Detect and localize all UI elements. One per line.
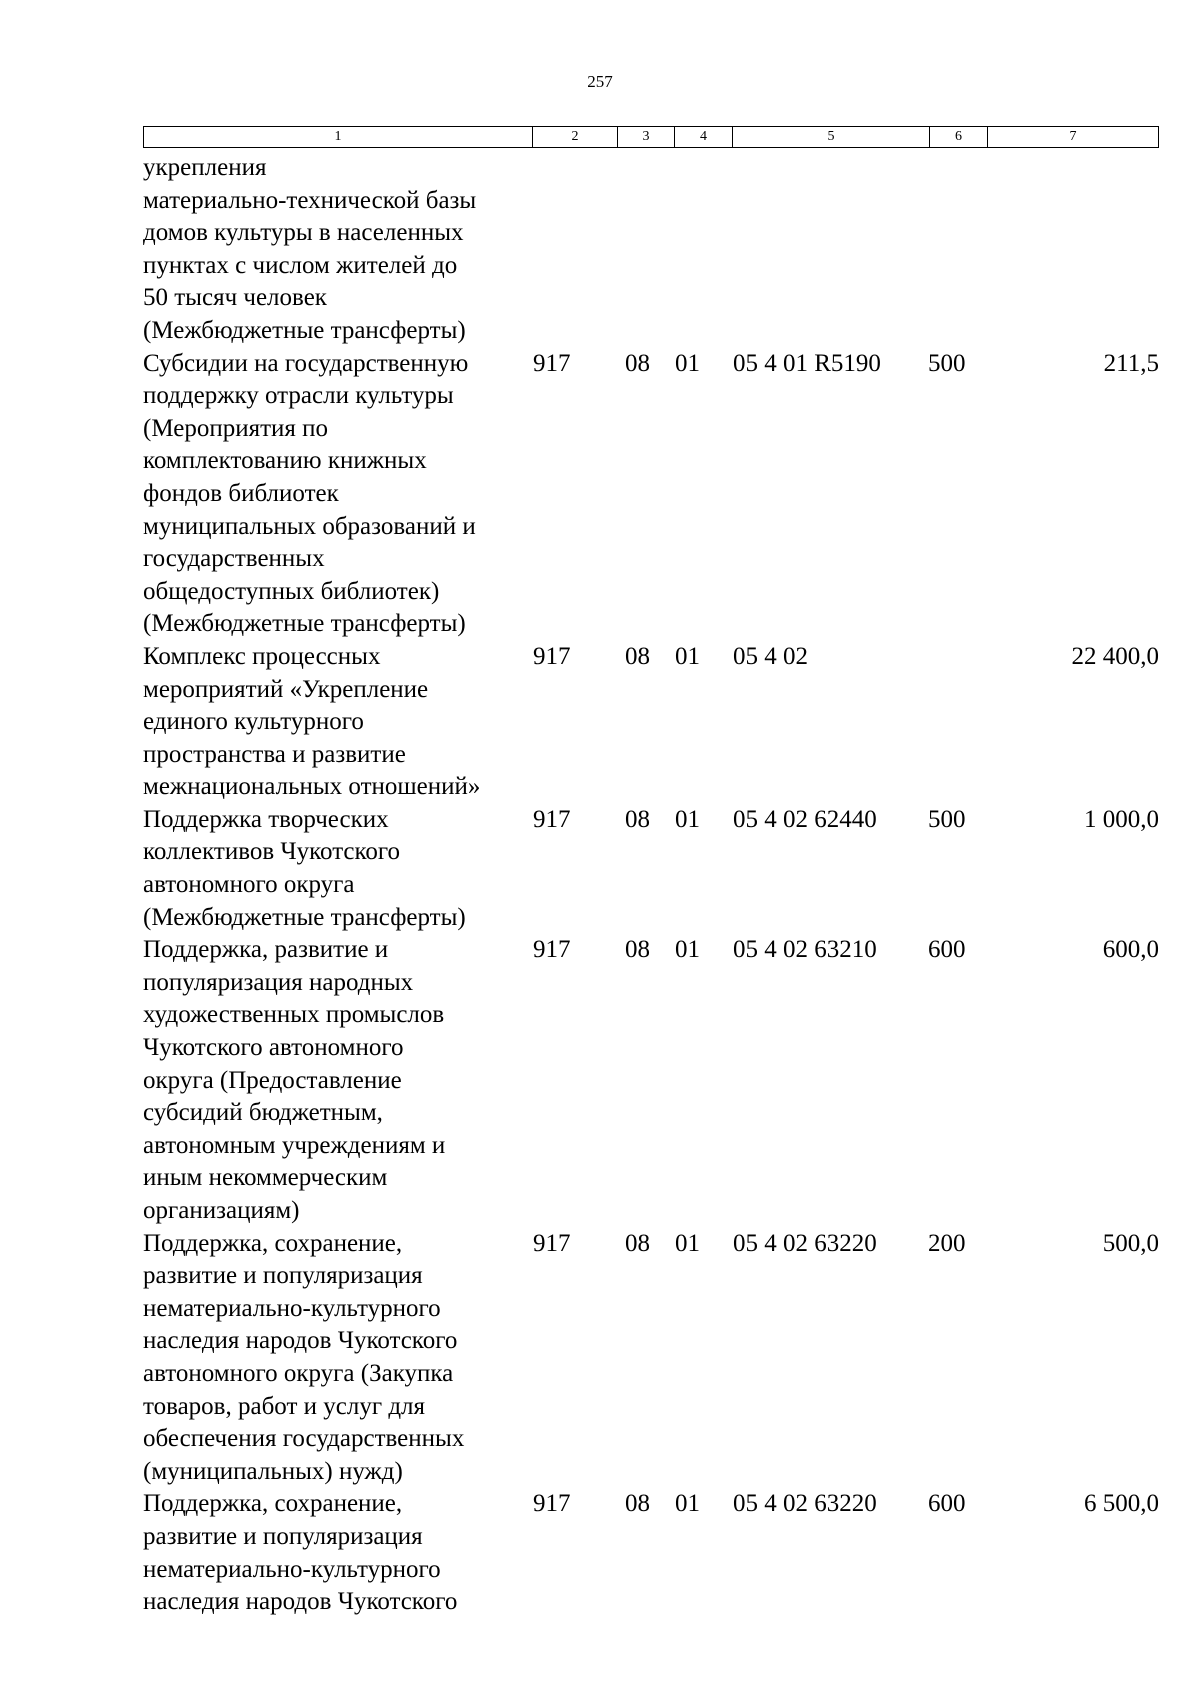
description-line: организациям) (143, 1197, 300, 1224)
description-line: пространства и развитие (143, 740, 406, 768)
column-header-1: 1 (334, 129, 342, 144)
column-header-2: 2 (532, 127, 617, 147)
ministry-code: 917 (533, 805, 571, 833)
table-row (143, 934, 1159, 1227)
amount-value: 500,0 (1102, 1229, 1159, 1257)
subsection-code (673, 152, 731, 348)
description-line: мероприятий «Укрепление (143, 675, 429, 703)
description-line: наследия народов Чукотского (143, 1588, 458, 1616)
row-description (143, 641, 531, 804)
target-article-code: 05 4 02 63210 (733, 936, 877, 964)
table-row (143, 348, 1159, 641)
description-line: (Межбюджетные трансферты) (143, 610, 466, 638)
subsection-code: 01 (675, 1229, 700, 1257)
expense-type-code (928, 152, 986, 348)
description-line: Чукотского автономного (143, 1034, 404, 1062)
expense-type-code: 500 (928, 805, 966, 833)
target-article-code: 05 4 01 R5190 (733, 349, 881, 377)
description-line: коллективов Чукотского (143, 838, 401, 866)
page-number: 257 (587, 72, 613, 91)
expense-type-code (928, 641, 986, 804)
row-description (143, 348, 531, 641)
description-line: (Межбюджетные трансферты) (143, 903, 466, 931)
amount-value (986, 152, 1159, 348)
row-description (143, 1488, 531, 1618)
section-code: 08 (625, 349, 650, 377)
expense-type-code: 500 (928, 349, 966, 377)
ministry-code (531, 152, 616, 348)
table-row (143, 1228, 1159, 1489)
description-line: единого культурного (143, 708, 364, 736)
target-article-code: 05 4 02 (733, 642, 808, 670)
amount-value: 6 500,0 (1084, 1490, 1159, 1518)
amount-value: 600,0 (1102, 936, 1159, 964)
description-line: нематериально-культурного (143, 1294, 441, 1322)
column-header-6: 6 (929, 127, 987, 147)
description-line: развитие и популяризация (143, 1262, 423, 1290)
description-line: укрепления (143, 154, 267, 181)
section-code: 08 (625, 642, 650, 670)
description-line: наследия народов Чукотского (143, 1327, 458, 1355)
description-line: Субсидии на государственную (143, 349, 469, 377)
target-article-code: 05 4 02 63220 (733, 1229, 877, 1257)
description-line: межнациональных отношений» (143, 773, 481, 801)
table-row (143, 1488, 1159, 1618)
subsection-code: 01 (675, 642, 700, 670)
description-line: пунктах с числом жителей до (143, 251, 458, 279)
description-line: Поддержка, развитие и (143, 936, 389, 964)
ministry-code: 917 (533, 642, 571, 670)
subsection-code: 01 (675, 936, 700, 964)
row-description (143, 934, 531, 1227)
ministry-code: 917 (533, 349, 571, 377)
amount-value: 1 000,0 (1084, 805, 1159, 833)
description-line: обеспечения государственных (143, 1425, 465, 1453)
description-line: 50 тысяч человек (143, 284, 327, 312)
description-line: муниципальных образований и (143, 512, 476, 540)
expense-type-code: 600 (928, 1490, 966, 1518)
row-description (143, 1228, 531, 1489)
column-header-7: 7 (987, 127, 1158, 147)
row-description (143, 804, 531, 934)
section-code (616, 152, 673, 348)
expense-type-code: 200 (928, 1229, 966, 1257)
target-article-code: 05 4 02 62440 (733, 805, 877, 833)
section-code: 08 (625, 936, 650, 964)
amount-value: 22 400,0 (1071, 642, 1159, 670)
column-header-5: 5 (732, 127, 929, 147)
ministry-code: 917 (533, 1490, 571, 1518)
description-line: автономным учреждениям и (143, 1131, 446, 1159)
section-code: 08 (625, 805, 650, 833)
subsection-code: 01 (675, 805, 700, 833)
description-line: нематериально-культурного (143, 1555, 441, 1583)
target-article-code (731, 152, 928, 348)
description-line: Поддержка творческих (143, 805, 389, 833)
description-line: общедоступных библиотек) (143, 577, 440, 605)
section-code: 08 (625, 1490, 650, 1518)
description-line: автономного округа (143, 871, 355, 899)
description-line: домов культуры в населенных (143, 219, 464, 247)
description-line: Поддержка, сохранение, (143, 1490, 403, 1518)
expense-type-code: 600 (928, 936, 966, 964)
budget-table-body (143, 152, 1159, 1619)
section-code: 08 (625, 1229, 650, 1257)
ministry-code: 917 (533, 1229, 571, 1257)
description-line: государственных (143, 545, 325, 573)
amount-value: 211,5 (1103, 349, 1159, 377)
ministry-code: 917 (533, 936, 571, 964)
description-line: художественных промыслов (143, 1001, 445, 1029)
table-row (143, 804, 1159, 934)
description-line: (Мероприятия по (143, 414, 329, 442)
column-header-row (143, 126, 1159, 148)
description-line: (муниципальных) нужд) (143, 1457, 403, 1485)
row-description (143, 152, 531, 348)
description-line: субсидий бюджетным, (143, 1099, 383, 1127)
description-line: Поддержка, сохранение, (143, 1229, 403, 1257)
description-line: популяризация народных (143, 968, 414, 996)
description-line: (Межбюджетные трансферты) (143, 316, 466, 344)
description-line: автономного округа (Закупка (143, 1359, 454, 1387)
description-line: округа (Предоставление (143, 1066, 402, 1094)
subsection-code: 01 (675, 349, 700, 377)
description-line: Комплекс процессных (143, 642, 381, 670)
description-line: поддержку отрасли культуры (143, 382, 454, 410)
description-line: комплектованию книжных (143, 447, 427, 475)
subsection-code: 01 (675, 1490, 700, 1518)
description-line: товаров, работ и услуг для (143, 1392, 426, 1420)
description-line: фондов библиотек (143, 479, 339, 507)
description-line: материально-технической базы (143, 186, 477, 214)
column-header-3: 3 (617, 127, 674, 147)
column-header-4: 4 (674, 127, 732, 147)
table-row (143, 152, 1159, 348)
target-article-code: 05 4 02 63220 (733, 1490, 877, 1518)
description-line: развитие и популяризация (143, 1522, 423, 1550)
table-row (143, 641, 1159, 804)
description-line: иным некоммерческим (143, 1164, 388, 1192)
